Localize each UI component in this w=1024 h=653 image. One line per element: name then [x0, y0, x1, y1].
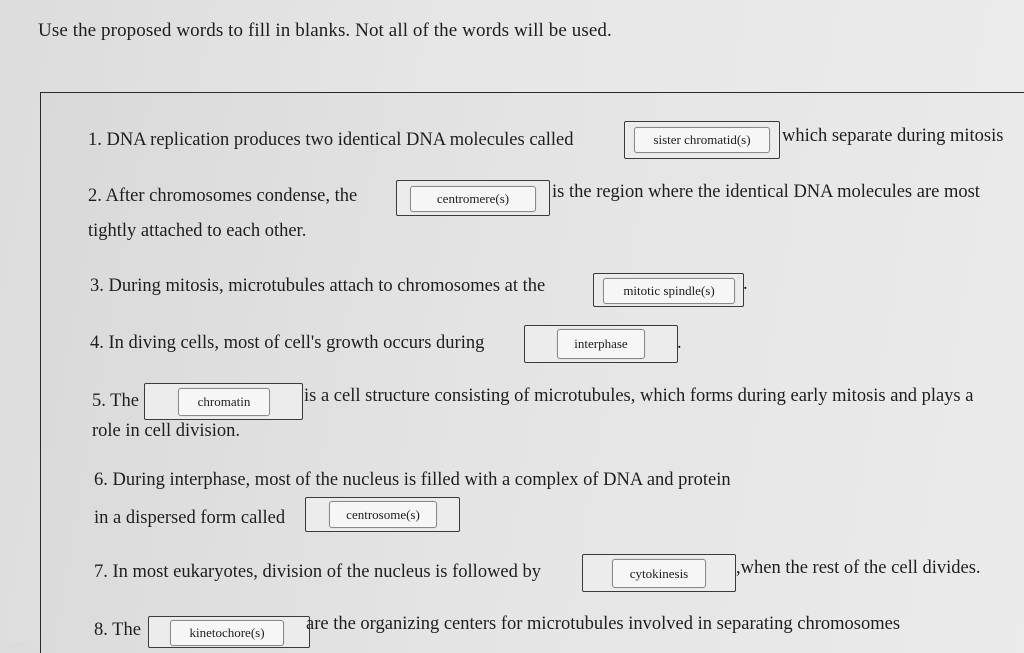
question-8-text: 8. The	[94, 620, 141, 640]
question-2-text-after: is the region where the identical DNA molecules are most	[552, 182, 980, 202]
question-5-text: 5. The	[92, 391, 139, 411]
question-7-text: 7. In most eukaryotes, division of the nucleus is followed by	[94, 562, 542, 582]
answer-chip-interphase[interactable]: interphase	[557, 329, 645, 359]
question-6-text-continued: in a dispersed form called	[94, 508, 286, 528]
question-6-text: 6. During interphase, most of the nucleus is filled with a complex of DNA and protein	[94, 470, 731, 490]
question-3-punctuation: .	[743, 274, 748, 294]
question-5-text-continued: role in cell division.	[92, 421, 240, 441]
answer-chip-sister-chromatids[interactable]: sister chromatid(s)	[634, 127, 770, 153]
answer-chip-chromatin[interactable]: chromatin	[178, 388, 270, 416]
answer-chip-kinetochores[interactable]: kinetochore(s)	[170, 620, 284, 646]
answer-chip-mitotic-spindles[interactable]: mitotic spindle(s)	[603, 278, 735, 304]
question-5-text-after: is a cell structure consisting of microtubules, which forms during early mitosis and plays a	[304, 386, 974, 406]
question-2-text-continued: tightly attached to each other.	[88, 221, 307, 241]
answer-chip-centromeres[interactable]: centromere(s)	[410, 186, 536, 212]
question-7-text-after: ,when the rest of the cell divides.	[736, 558, 981, 578]
question-1-text-after: which separate during mitosis	[782, 126, 1004, 146]
question-8-text-after: are the organizing centers for microtubules involved in separating chromosomes	[306, 614, 901, 634]
answer-chip-centrosomes[interactable]: centrosome(s)	[329, 501, 437, 528]
answer-chip-cytokinesis[interactable]: cytokinesis	[612, 559, 706, 588]
instruction-text: Use the proposed words to fill in blanks. Not all of the words will be used.	[38, 20, 612, 41]
question-3-text: 3. During mitosis, microtubules attach to chromosomes at the	[90, 276, 546, 296]
question-2-text: 2. After chromosomes condense, the	[88, 186, 358, 206]
question-4-text: 4. In diving cells, most of cell's growth occurs during	[90, 333, 485, 353]
question-1-text: 1. DNA replication produces two identical DNA molecules called	[88, 130, 574, 150]
question-4-punctuation: .	[677, 333, 682, 353]
